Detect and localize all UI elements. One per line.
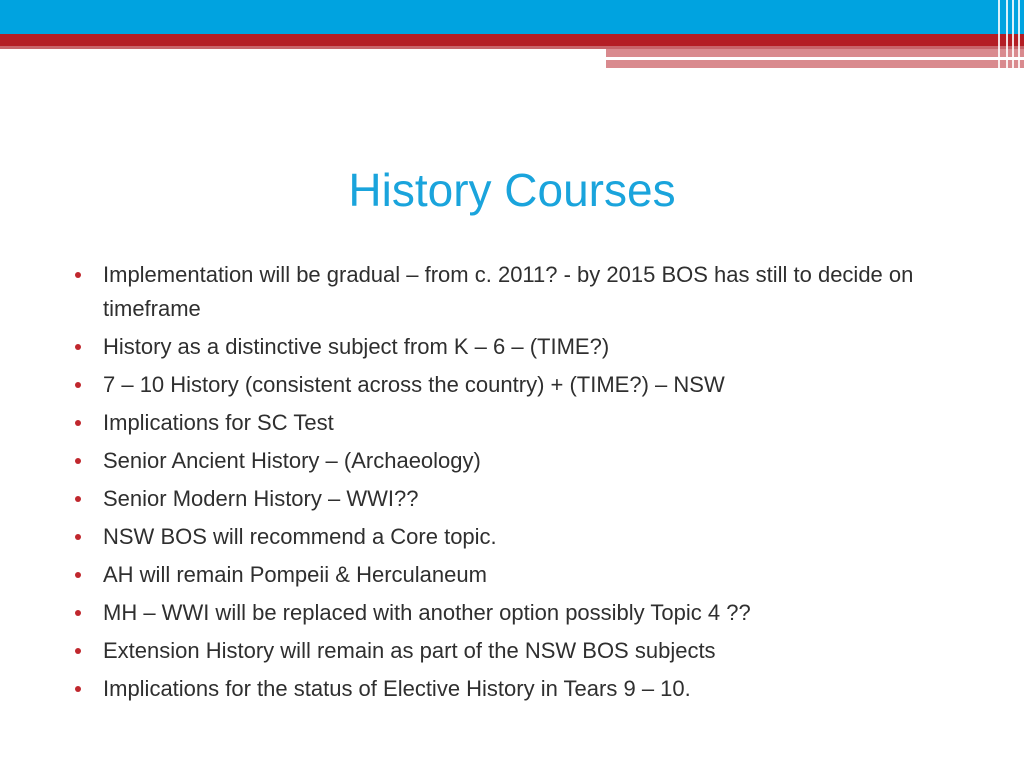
header-edge-stripes bbox=[990, 0, 1024, 70]
list-item bbox=[72, 482, 972, 516]
bullet-text: AH will remain Pompeii & Herculaneum bbox=[103, 562, 487, 587]
list-item bbox=[72, 330, 972, 364]
bullet-dot-icon bbox=[75, 496, 81, 502]
list-item bbox=[72, 520, 972, 554]
bullet-dot-icon bbox=[75, 648, 81, 654]
header-accent-stripe-upper bbox=[606, 49, 1024, 57]
bullet-text: Implications for SC Test bbox=[103, 410, 334, 435]
header-band-blue bbox=[0, 0, 1024, 34]
bullet-text: NSW BOS will recommend a Core topic. bbox=[103, 524, 497, 549]
list-item bbox=[72, 406, 972, 440]
bullet-text: MH – WWI will be replaced with another option possibly Topic 4 ?? bbox=[103, 600, 751, 625]
bullet-text: 7 – 10 History (consistent across the country) + (TIME?) – NSW bbox=[103, 372, 725, 397]
bullet-text: Implications for the status of Elective History in Tears 9 – 10. bbox=[103, 676, 691, 701]
list-item bbox=[72, 672, 972, 706]
bullet-dot-icon bbox=[75, 382, 81, 388]
list-item bbox=[72, 444, 972, 478]
bullet-text: Extension History will remain as part of the NSW BOS subjects bbox=[103, 638, 716, 663]
bullet-text: Implementation will be gradual – from c. 2011? - by 2015 BOS has still to decide on timeframe bbox=[103, 262, 914, 321]
list-item bbox=[72, 558, 972, 592]
bullet-text: History as a distinctive subject from K – 6 – (TIME?) bbox=[103, 334, 610, 359]
list-item bbox=[72, 368, 972, 402]
bullet-dot-icon bbox=[75, 344, 81, 350]
bullet-text: Senior Ancient History – (Archaeology) bbox=[103, 448, 481, 473]
bullet-dot-icon bbox=[75, 272, 81, 278]
list-item bbox=[72, 596, 972, 630]
bullet-dot-icon bbox=[75, 534, 81, 540]
list-item bbox=[72, 258, 972, 326]
header-band-red bbox=[0, 34, 1024, 46]
bullet-list bbox=[72, 258, 972, 710]
bullet-dot-icon bbox=[75, 458, 81, 464]
bullet-dot-icon bbox=[75, 572, 81, 578]
bullet-dot-icon bbox=[75, 420, 81, 426]
bullet-dot-icon bbox=[75, 686, 81, 692]
header-accent-line bbox=[612, 57, 948, 59]
list-item bbox=[72, 634, 972, 668]
bullet-text: Senior Modern History – WWI?? bbox=[103, 486, 419, 511]
slide-title: History Courses bbox=[348, 164, 676, 216]
header-accent-stripe-lower bbox=[606, 60, 1024, 68]
bullet-dot-icon bbox=[75, 610, 81, 616]
